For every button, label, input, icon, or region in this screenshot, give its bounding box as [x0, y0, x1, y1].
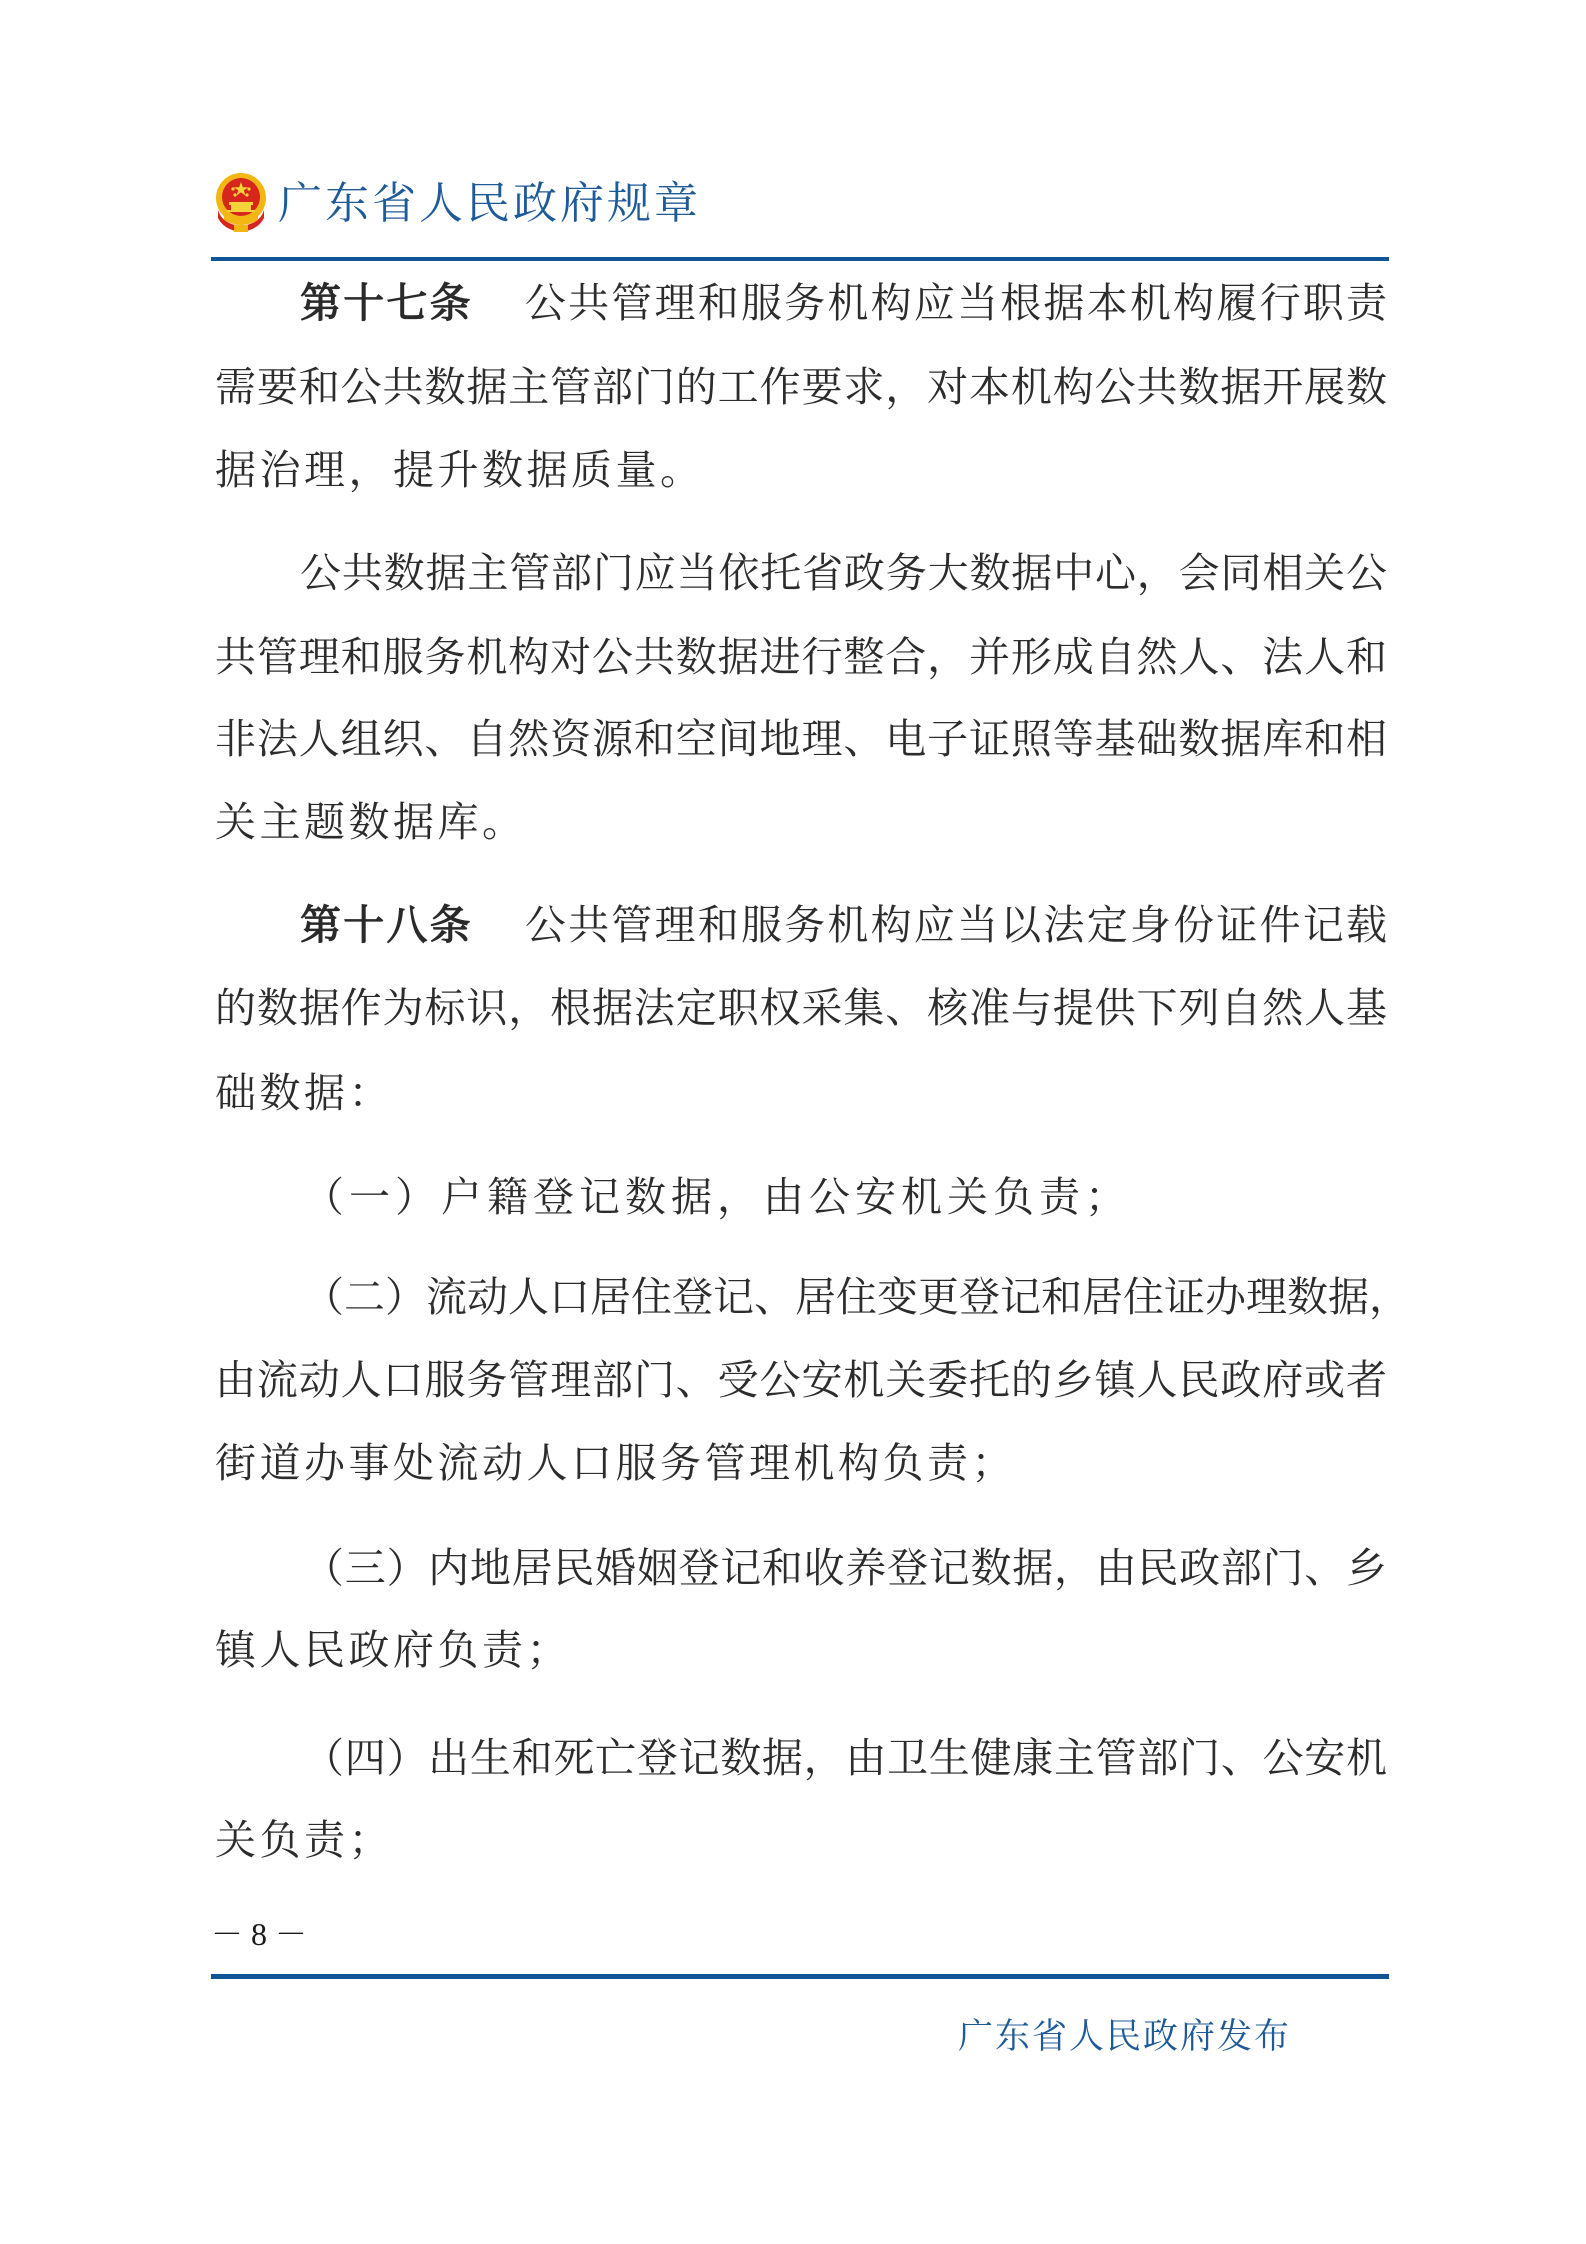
article-18-line-1: [300, 895, 1387, 955]
paragraph-line-2: 共管理和服务机构对公共数据进行整合，并形成自然人、法人和: [215, 633, 1387, 681]
page-number: － 8 －: [211, 1916, 308, 1952]
item-4-line-1: （四）出生和死亡登记数据，由卫生健康主管部门、公安机: [303, 1734, 1387, 1782]
article-18-line-3: 础数据：: [215, 1069, 393, 1117]
header-divider: [211, 257, 1389, 261]
article-17-line-3: 据治理，提升数据质量。: [215, 446, 705, 494]
article-17-line-2: 需要和公共数据主管部门的工作要求，对本机构公共数据开展数: [215, 363, 1387, 411]
item-2-line-2: 由流动人口服务管理部门、受公安机关委托的乡镇人民政府或者: [215, 1356, 1387, 1404]
national-emblem-icon: [214, 172, 268, 234]
item-3-line-2: 镇人民政府负责；: [215, 1626, 571, 1674]
item-4-line-2: 关负责；: [215, 1816, 393, 1864]
paragraph-line-1: 公共数据主管部门应当依托省政务大数据中心，会同相关公: [300, 549, 1387, 597]
article-18-line-2: 的数据作为标识，根据法定职权采集、核准与提供下列自然人基: [215, 984, 1387, 1032]
document-series-title: 广东省人民政府规章: [278, 178, 701, 229]
paragraph-line-3: 非法人组织、自然资源和空间地理、电子证照等基础数据库和相: [215, 715, 1387, 763]
item-2-line-1: （二）流动人口居住登记、居住变更登记和居住证办理数据，: [303, 1273, 1410, 1321]
paragraph-line-4: 关主题数据库。: [215, 798, 527, 846]
publisher-label: 广东省人民政府发布: [958, 2017, 1292, 2057]
item-1-line-1: （一）户籍登记数据，由公安机关负责；: [303, 1173, 1131, 1221]
item-2-line-3: 街道办事处流动人口服务管理机构负责；: [215, 1439, 1016, 1487]
footer-divider: [211, 1974, 1389, 1979]
article-number: 第十七条: [300, 279, 473, 327]
article-text: 公共管理和服务机构应当以法定身份证件记载: [524, 901, 1388, 949]
item-3-line-1: （三）内地居民婚姻登记和收养登记数据，由民政部门、乡: [303, 1544, 1387, 1592]
article-17-line-1: [300, 273, 1387, 333]
article-number: 第十八条: [300, 901, 473, 949]
article-text: 公共管理和服务机构应当根据本机构履行职责: [524, 279, 1388, 327]
